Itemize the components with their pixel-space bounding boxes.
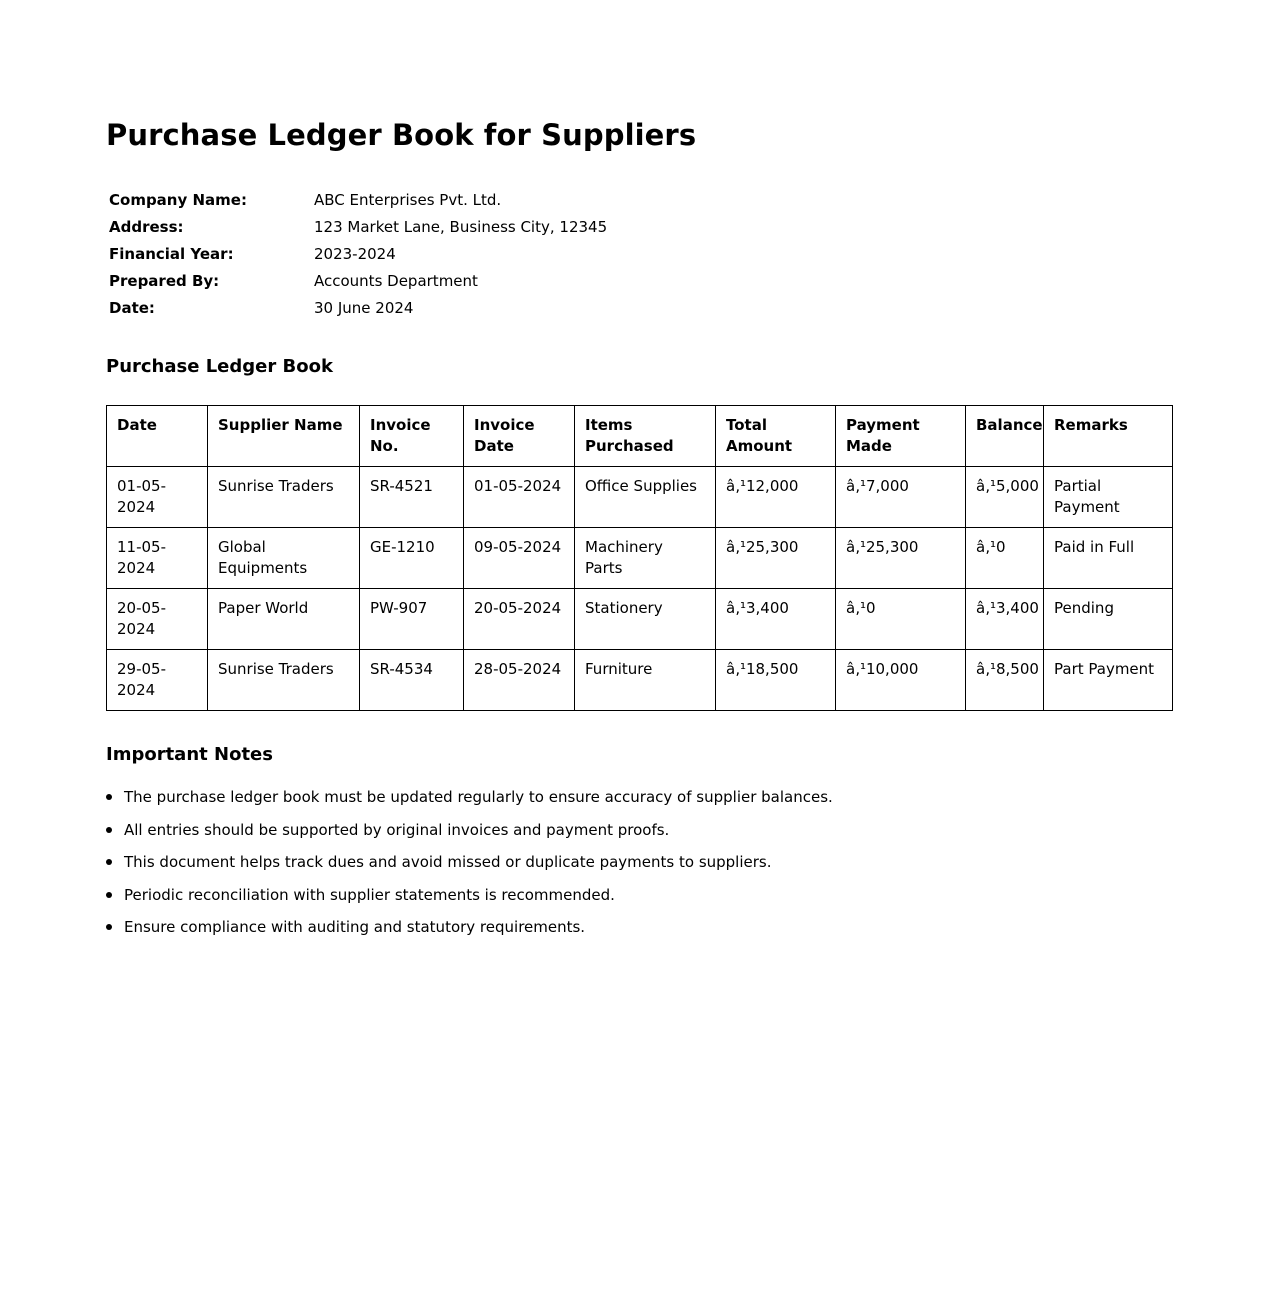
column-header-payment-made: Payment Made — [836, 406, 966, 467]
list-item — [106, 880, 833, 913]
column-header-date: Date — [107, 406, 208, 467]
info-value: 30 June 2024 — [314, 298, 414, 317]
cell-date: 11-05-2024 — [107, 528, 208, 589]
cell-supplier-name: Sunrise Traders — [208, 467, 360, 528]
cell-remarks: Paid in Full — [1044, 528, 1173, 589]
info-label: Date: — [109, 298, 155, 317]
note-text: This document helps track dues and avoid missed or duplicate payments to suppliers. — [124, 853, 772, 871]
cell-date: 20-05-2024 — [107, 589, 208, 650]
note-text: The purchase ledger book must be updated regularly to ensure accuracy of supplier balances. — [124, 788, 833, 806]
company-info-table — [109, 186, 607, 321]
note-text: All entries should be supported by original invoices and payment proofs. — [124, 820, 670, 839]
bullet-icon — [106, 827, 112, 833]
column-header-remarks: Remarks — [1044, 406, 1173, 467]
cell-balance: â‚¹5,000 — [966, 467, 1044, 528]
cell-invoice-date: 20-05-2024 — [464, 589, 575, 650]
ledger-header-row — [107, 406, 1173, 467]
column-header-items-purchased: Items Purchased — [575, 406, 716, 467]
ledger-table — [106, 405, 1173, 711]
bullet-icon — [106, 892, 112, 898]
info-row-address — [109, 213, 607, 240]
cell-payment-made: â‚¹7,000 — [836, 467, 966, 528]
note-text: Periodic reconciliation with supplier statements is recommended. — [124, 885, 615, 904]
list-item — [106, 912, 833, 945]
list-item — [106, 782, 833, 815]
list-item — [106, 815, 833, 848]
info-label: Address: — [109, 217, 184, 236]
cell-remarks: Part Payment — [1044, 650, 1173, 711]
cell-invoice-no: SR-4521 — [360, 467, 464, 528]
cell-date: 01-05-2024 — [107, 467, 208, 528]
cell-balance: â‚¹3,400 — [966, 589, 1044, 650]
cell-items-purchased: Stationery — [575, 589, 716, 650]
info-value: 123 Market Lane, Business City, 12345 — [314, 217, 608, 236]
column-header-invoice-date: Invoice Date — [464, 406, 575, 467]
page-title: Purchase Ledger Book for Suppliers — [106, 118, 697, 152]
cell-items-purchased: Furniture — [575, 650, 716, 711]
info-value: Accounts Department — [314, 271, 478, 290]
cell-invoice-date: 28-05-2024 — [464, 650, 575, 711]
table-row — [107, 467, 1173, 528]
cell-balance: â‚¹0 — [966, 528, 1044, 589]
cell-total-amount: â‚¹18,500 — [716, 650, 836, 711]
cell-remarks: Partial Payment — [1044, 467, 1173, 528]
cell-invoice-no: GE-1210 — [360, 528, 464, 589]
cell-payment-made: â‚¹10,000 — [836, 650, 966, 711]
cell-total-amount: â‚¹12,000 — [716, 467, 836, 528]
bullet-icon — [106, 924, 112, 930]
cell-balance: â‚¹8,500 — [966, 650, 1044, 711]
info-row-date — [109, 294, 607, 321]
cell-total-amount: â‚¹25,300 — [716, 528, 836, 589]
cell-supplier-name: Global Equipments — [208, 528, 360, 589]
column-header-total-amount: Total Amount — [716, 406, 836, 467]
list-item — [106, 847, 833, 880]
cell-invoice-no: PW-907 — [360, 589, 464, 650]
column-header-supplier-name: Supplier Name — [208, 406, 360, 467]
info-value: ABC Enterprises Pvt. Ltd. — [314, 190, 502, 209]
cell-supplier-name: Paper World — [208, 589, 360, 650]
table-row — [107, 589, 1173, 650]
cell-payment-made: â‚¹0 — [836, 589, 966, 650]
table-row — [107, 650, 1173, 711]
cell-remarks: Pending — [1044, 589, 1173, 650]
cell-supplier-name: Sunrise Traders — [208, 650, 360, 711]
info-label: Company Name: — [109, 190, 247, 209]
column-header-invoice-no: Invoice No. — [360, 406, 464, 467]
info-row-financial-year — [109, 240, 607, 267]
notes-heading: Important Notes — [106, 744, 273, 765]
cell-invoice-date: 01-05-2024 — [464, 467, 575, 528]
cell-date: 29-05-2024 — [107, 650, 208, 711]
info-row-company-name — [109, 186, 607, 213]
cell-items-purchased: Machinery Parts — [575, 528, 716, 589]
info-label: Financial Year: — [109, 244, 234, 263]
note-text: Ensure compliance with auditing and statutory requirements. — [124, 918, 586, 936]
cell-invoice-date: 09-05-2024 — [464, 528, 575, 589]
bullet-icon — [106, 859, 112, 865]
info-row-prepared-by — [109, 267, 607, 294]
ledger-heading: Purchase Ledger Book — [106, 356, 333, 377]
bullet-icon — [106, 794, 112, 800]
cell-invoice-no: SR-4534 — [360, 650, 464, 711]
cell-items-purchased: Office Supplies — [575, 467, 716, 528]
notes-list — [106, 782, 833, 945]
info-label: Prepared By: — [109, 271, 220, 290]
info-value: 2023-2024 — [314, 244, 396, 263]
cell-payment-made: â‚¹25,300 — [836, 528, 966, 589]
table-row — [107, 528, 1173, 589]
cell-total-amount: â‚¹3,400 — [716, 589, 836, 650]
column-header-balance: Balance — [966, 406, 1044, 467]
